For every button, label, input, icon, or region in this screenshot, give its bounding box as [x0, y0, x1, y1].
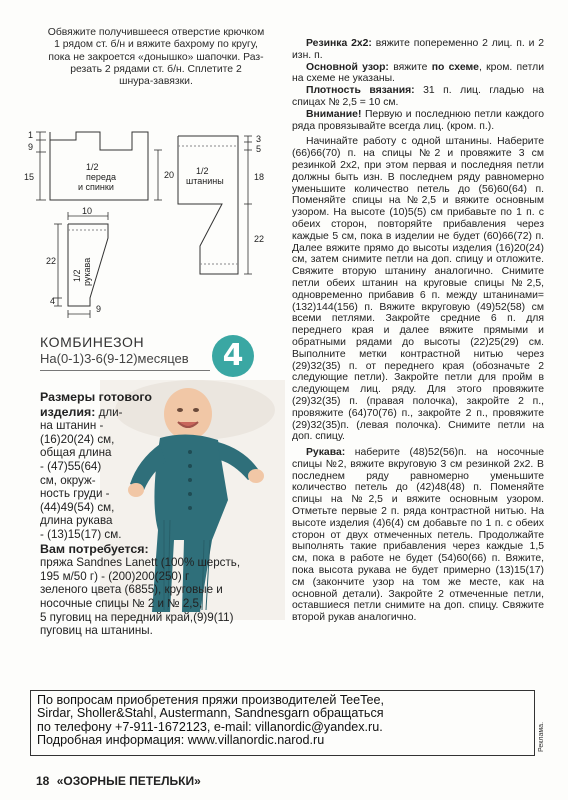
- attention-paragraph: [292, 109, 544, 133]
- size-and-materials: [40, 390, 290, 638]
- diagram-svg: [0, 122, 285, 322]
- dim-sl-left1: 22: [46, 256, 57, 266]
- sleeve-text: наберите (48)52(56)п. на носочные спицы №2, вяжите вкруговую 3 см резинкой 2х2. В последнем ряду равномерно уменьшите количество петель до (42)48(48) п. Поменяйте спицы на №2,5 и вяжите основным узором. Отметьте первые 2 п. ряда контрастной нитью. На высоте изделия (4)6(4) см добавьте по 1 п. с обеих сторон от двух отмеченных петель. Продолжайте выполнять такие прибавления через каждые 1,5 см, пока в работе не будет (54)60(66) п. Вяжите, пока высота рукава не будет примерно (13)15(17) см (закончите узор на том же месте, как на основной детали). Закройте 2 отмеченные петли, оставшиеся петли снимите на доп. спицу. Свяжите второй рукав аналогично.: [292, 447, 544, 624]
- size-line: (16)20(24) см,: [40, 432, 115, 446]
- size-line: длина рукава: [40, 514, 113, 528]
- label-sl-1: 1/2: [72, 269, 82, 282]
- sleeve-diagram: [54, 212, 108, 318]
- materials-line: пряжа Sandnes Lanett (100% шерсть,: [40, 556, 241, 570]
- materials-line: пуговиц на штанины.: [40, 624, 153, 638]
- size-line: (44)49(54) см,: [40, 500, 115, 514]
- title-underline: [40, 370, 210, 371]
- intro-line: 1 рядом ст. б/н и вяжите бахрому по кругу,: [54, 39, 258, 51]
- ad-side-note: Реклама.: [538, 721, 545, 752]
- dim-sl-top: 10: [82, 206, 93, 216]
- page-number: 18: [36, 774, 50, 788]
- label-tr-1: 1/2: [196, 166, 209, 176]
- pattern-title: [40, 334, 240, 366]
- page-footer: [36, 774, 201, 788]
- dim-tr-top1: 3: [256, 134, 262, 144]
- size-line: на штанин -: [40, 419, 104, 433]
- main-pattern-text-end: , кром. петли на схеме не указаны.: [292, 61, 545, 85]
- dim-tr-bottom: 22: [254, 234, 265, 244]
- materials-line: зеленого цвета (6855), круговые и: [40, 583, 223, 597]
- sleeve-paragraph: [292, 447, 544, 624]
- main-pattern-scheme: по схеме: [431, 61, 479, 73]
- info-ad-box: [30, 690, 535, 756]
- size-line: см, окруж-: [40, 473, 96, 487]
- rib-paragraph: [292, 38, 544, 62]
- pattern-diagrams: [0, 122, 285, 322]
- rib-label: Резинка 2х2:: [306, 38, 372, 49]
- dim-fb-bottom: 15: [24, 172, 35, 182]
- dim-fb-top: 1: [28, 130, 34, 140]
- materials-heading: Вам потребуется:: [40, 541, 149, 556]
- intro-line: шнура-завязки.: [119, 76, 193, 88]
- size-line: общая длина: [40, 446, 112, 460]
- main-pattern-label: Основной узор:: [306, 61, 389, 73]
- materials-line: 195 м/50 г) - (200)200(250) г: [40, 569, 190, 583]
- gauge-paragraph: [292, 85, 544, 109]
- gauge-label: Плотность вязания:: [306, 85, 415, 97]
- ad-line: Подробная информация: www.villanordic.narod.ru: [37, 733, 325, 748]
- size-line: - (47)55(64): [40, 459, 102, 473]
- label-fb-1: 1/2: [86, 162, 99, 172]
- sleeve-label: Рукава:: [306, 447, 346, 459]
- dim-tr-top2: 5: [256, 144, 262, 154]
- dim-sl-bottom: 9: [96, 304, 102, 314]
- attention-text: Первую и последнюю петли каждого ряда провязывайте всегда лиц. (кром. п.).: [292, 108, 544, 132]
- dim-sl-left2: 4: [50, 296, 56, 306]
- pattern-number-badge: 4: [212, 335, 254, 377]
- label-sl-2: рукава: [82, 257, 92, 286]
- dim-fb-mid: 9: [28, 142, 34, 152]
- materials-line: носочные спицы № 2 и № 2,5,: [40, 596, 203, 610]
- magazine-name: «ОЗОРНЫЕ ПЕТЕЛЬКИ»: [56, 774, 201, 788]
- size-line: - (13)15(17) см.: [40, 527, 122, 541]
- ad-line: По вопросам приобретения пряжи производителей TeeTee,: [37, 693, 384, 707]
- intro-line: Обвяжите получившееся отверстие крючком: [47, 27, 265, 38]
- rib-text: вяжите попеременно 2 лиц. п. и 2 изн. п.: [292, 38, 544, 61]
- size-line: дли-: [98, 405, 123, 419]
- label-tr-2: штанины: [186, 176, 224, 186]
- title-main: КОМБИНЕЗОН: [40, 334, 145, 350]
- title-sub: На(0-1)3-6(9-12)месяцев: [40, 351, 189, 366]
- instructions-column: [292, 38, 544, 624]
- main-pattern-paragraph: [292, 62, 544, 86]
- body-paragraph: Начинайте работу с одной штанины. Наберите (66)66(70) п. на спицы №2 и провяжите 3 см резинкой 2х2, при этом первая и последняя петли должны быть изн. В последнем ряду равномерно уменьшите количество петель до (56)60(64) п. Поменяйте спицы на №2,5 и вяжите основным узором. На высоте (10)5(5) см прибавьте по 1 п. с обеих сторон, повторяйте прибавления через каждые 5 см, пока в изделии не будет (60)66(72) п. Далее вяжите прямо до высоты изделия (16)20(24) см, затем снимите петли на доп. спицу и отложите. Свяжите вторую штанину аналогично. Снимите петли обеих штанин на круговые спицы №2,5, одновременно прибавив 6 п. между штанинами= (132)144(156) п. Вяжите вкруговую (49)52(58) см всеми петлями. Закройте средние 6 п. для переднего края и далее вяжите прямыми и обратными рядами до высоты (22)25(29) см. Выполните метки контрастной нитью через (29)32(35) п. от переднего края (обозначьте 2 следующие петли). Закройте петли для пройм в следующем лиц. ряду. Для этого провяжите (29)32(35) п. (правая полочка), закройте 2 п., провяжите (64)70(76) п., закройте 2 п., провяжите (29)32(35)п. (левая полочка). Снимите петли на доп. спицу.: [292, 136, 544, 443]
- dim-tr-mid: 18: [254, 172, 265, 182]
- size-heading: Размеры готового изделия:: [40, 390, 152, 419]
- main-pattern-text: вяжите: [393, 61, 428, 73]
- label-fb-3: и спинки: [78, 182, 114, 192]
- materials-line: 5 пуговиц на передний край,(9)9(11): [40, 610, 234, 624]
- ad-line: по телефону +7-911-1672123, e-mail: villanordic@yandex.ru.: [37, 719, 383, 734]
- intro-line: резать 2 рядами ст. б/н. Сплетите 2: [70, 63, 242, 75]
- ad-line: Sirdar, Sholler&Stahl, Austermann, Sandnesgarn обращаться: [37, 706, 384, 721]
- size-line: ность груди -: [40, 487, 110, 501]
- attention-label: Внимание!: [306, 108, 362, 120]
- trousers-diagram: [178, 136, 252, 274]
- intro-line: пока не закроется «донышко» шапочки. Раз-: [48, 51, 264, 63]
- dim-fb-right: 20: [164, 170, 175, 180]
- label-fb-2: переда: [86, 172, 116, 182]
- intro-text: [36, 27, 276, 88]
- gauge-text: 31 п. лиц. гладью на спицах № 2,5 = 10 см.: [292, 85, 545, 108]
